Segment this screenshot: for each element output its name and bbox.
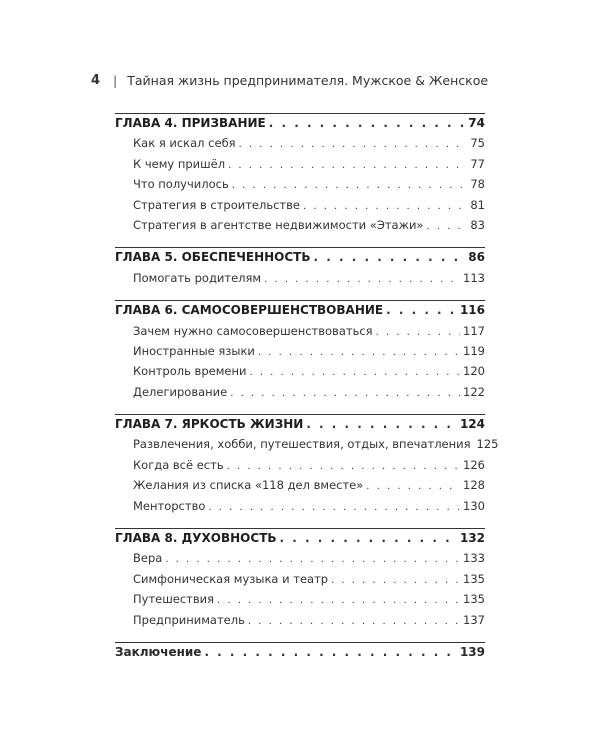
toc-chapter-entry: [115, 250, 485, 270]
subsection-title: Когда всё есть: [133, 457, 224, 472]
toc-chapter-entry: [115, 531, 485, 551]
chapter-title: ГЛАВА 5. ОБЕСПЕЧЕННОСТЬ: [115, 250, 311, 265]
subsection-title: Что получилось: [133, 177, 229, 192]
dot-leader: [208, 502, 460, 513]
subsection-title: Помогать родителям: [133, 270, 262, 285]
toc-subsection-entry: [115, 385, 485, 405]
dot-leader: [248, 616, 460, 627]
toc-subsection-entry: [115, 271, 485, 291]
toc-chapter-entry: [115, 303, 485, 323]
toc-subsection-entry: [115, 499, 485, 519]
subsection-title: Развлечения, хобби, путешествия, отдых, впечатления: [133, 437, 471, 452]
subsection-page: 75: [470, 136, 485, 151]
page-number: 4: [91, 73, 101, 88]
toc-conclusion-entry: [115, 643, 485, 665]
subsection-title: Менторство: [133, 498, 206, 513]
dot-leader: [269, 116, 466, 130]
toc-section: [115, 114, 485, 247]
toc-subsection-entry: [115, 458, 485, 478]
conclusion-page: 139: [459, 644, 485, 659]
subsection-page: 135: [463, 592, 485, 607]
subsection-page: 133: [463, 551, 485, 566]
chapter-page: 116: [459, 303, 485, 318]
dot-leader: [331, 575, 460, 586]
dot-leader: [227, 461, 460, 472]
toc-subsection-entry: [115, 551, 485, 571]
chapter-page: 86: [468, 250, 485, 265]
subsection-title: Как я искал себя: [133, 136, 236, 151]
chapter-page: 74: [468, 116, 485, 130]
dot-leader: [306, 417, 457, 431]
dot-leader: [258, 347, 460, 358]
subsection-page: 78: [470, 177, 485, 192]
subsection-title: Стратегия в агентстве недвижимости «Этажи»: [133, 217, 424, 232]
subsection-title: Желания из списка «118 дел вместе»: [133, 478, 364, 493]
dot-leader: [228, 160, 467, 171]
chapter-page: 132: [459, 531, 485, 546]
subsection-title: Контроль времени: [133, 364, 247, 379]
toc-subsection-entry: [115, 613, 485, 633]
dot-leader: [366, 481, 460, 492]
chapter-title: ГЛАВА 7. ЯРКОСТЬ ЖИЗНИ: [115, 417, 304, 432]
subsection-title: К чему пришёл: [133, 156, 226, 171]
subsection-page: 83: [470, 217, 485, 232]
dot-leader: [426, 221, 467, 232]
dot-leader: [217, 595, 460, 606]
subsection-page: 125: [476, 437, 499, 452]
dot-leader: [376, 327, 460, 338]
toc-subsection-entry: [115, 572, 485, 592]
subsection-title: Иностранные языки: [133, 343, 255, 358]
dot-leader: [230, 388, 460, 399]
toc-section: [115, 529, 485, 642]
subsection-page: 130: [463, 498, 485, 513]
toc-subsection-entry: [115, 136, 485, 156]
dot-leader: [303, 201, 467, 212]
subsection-title: Вера: [133, 551, 163, 566]
subsection-page: 122: [463, 384, 485, 399]
conclusion-title: Заключение: [115, 644, 202, 659]
toc-section: [115, 301, 485, 414]
subsection-page: 135: [463, 571, 485, 586]
subsection-page: 137: [463, 612, 485, 627]
subsection-title: Стратегия в строительстве: [133, 197, 300, 212]
toc-chapter-entry: [115, 116, 485, 136]
toc-subsection-entry: [115, 218, 485, 238]
chapter-page: 124: [459, 417, 485, 432]
book-title: Тайная жизнь предпринимателя. Мужское & Женское: [127, 73, 489, 88]
toc-chapter-entry: [115, 417, 485, 437]
subsection-page: 120: [463, 364, 485, 379]
subsection-page: 77: [470, 156, 485, 171]
chapter-title: ГЛАВА 8. ДУХОВНОСТЬ: [115, 531, 277, 546]
toc-section: [115, 415, 499, 528]
subsection-title: Симфоническая музыка и театр: [133, 571, 329, 586]
subsection-title: Делегирование: [133, 384, 228, 399]
dot-leader: [264, 274, 460, 285]
dot-leader: [386, 303, 457, 317]
subsection-page: 81: [470, 197, 485, 212]
toc-section: [115, 248, 485, 300]
dot-leader: [232, 180, 468, 191]
dot-leader: [165, 554, 460, 565]
toc-subsection-entry: [115, 324, 485, 344]
dot-leader: [204, 645, 457, 659]
chapter-title: ГЛАВА 4. ПРИЗВАНИЕ: [115, 116, 266, 130]
toc-subsection-entry: [115, 364, 485, 384]
subsection-title: Предприниматель: [133, 612, 245, 627]
toc-subsection-entry: [115, 478, 485, 498]
toc-subsection-entry: [115, 437, 499, 457]
toc-subsection-entry: [115, 592, 485, 612]
toc-subsection-entry: [115, 177, 485, 197]
subsection-page: 117: [463, 323, 485, 338]
toc-subsection-entry: [115, 157, 485, 177]
subsection-page: 119: [463, 343, 485, 358]
subsection-page: 126: [463, 457, 485, 472]
dot-leader: [314, 250, 466, 264]
header-separator: |: [113, 73, 118, 88]
subsection-page: 113: [463, 270, 485, 285]
toc-subsection-entry: [115, 344, 485, 364]
subsection-title: Путешествия: [133, 592, 215, 607]
chapter-title: ГЛАВА 6. САМОСОВЕРШЕНСТВОВАНИЕ: [115, 303, 384, 318]
subsection-title: Зачем нужно самосовершенствоваться: [133, 323, 373, 338]
subsection-page: 128: [463, 478, 485, 493]
dot-leader: [249, 367, 460, 378]
running-header: [91, 73, 488, 88]
table-of-contents: [115, 113, 499, 665]
dot-leader: [239, 139, 468, 150]
dot-leader: [280, 531, 457, 545]
toc-subsection-entry: [115, 198, 485, 218]
